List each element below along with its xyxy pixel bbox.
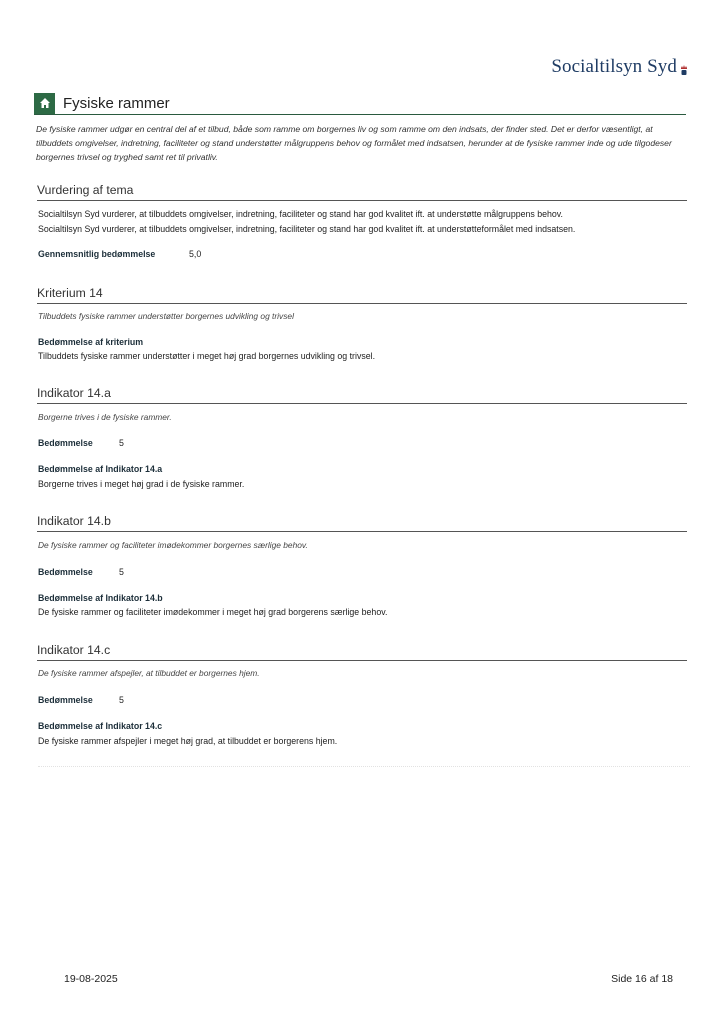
indicator-a-score: 5 xyxy=(119,438,124,448)
indicator-c-subtitle: De fysiske rammer afspejler, at tilbuddet er borgernes hjem. xyxy=(38,668,260,678)
vurdering-line-1: Socialtilsyn Syd vurderer, at tilbuddets omgivelser, indretning, faciliteter og stand har god kvalitet ift. at understøtte målgruppens behov. xyxy=(38,209,563,219)
avg-score-value: 5,0 xyxy=(189,249,202,259)
logo xyxy=(551,56,688,78)
home-icon xyxy=(34,93,55,114)
avg-score-label: Gennemsnitlig bedømmelse xyxy=(38,249,156,259)
indicator-c-assess-text: De fysiske rammer afspejler i meget høj grad, at tilbuddet er borgerens hjem. xyxy=(38,736,338,746)
kriterium-subtitle: Tilbuddets fysiske rammer understøtter borgernes udvikling og trivsel xyxy=(38,311,294,321)
indicator-a-subtitle: Borgerne trives i de fysiske rammer. xyxy=(38,412,172,422)
section-header xyxy=(34,92,686,115)
kriterium-heading: Kriterium 14 xyxy=(37,286,687,304)
crown-icon xyxy=(680,64,688,76)
indicator-a-heading: Indikator 14.a xyxy=(37,386,687,404)
indicator-b-subtitle: De fysiske rammer og faciliteter imødekommer borgernes særlige behov. xyxy=(38,540,308,550)
footer-date: 19-08-2025 xyxy=(64,973,118,985)
indicator-a-assess-text: Borgerne trives i meget høj grad i de fysiske rammer. xyxy=(38,479,245,489)
indicator-c-score: 5 xyxy=(119,695,124,705)
vurdering-line-2: Socialtilsyn Syd vurderer, at tilbuddets omgivelser, indretning, faciliteter og stand har god kvalitet ift. at understøtteformålet med indsatsen. xyxy=(38,224,576,234)
content-end-divider xyxy=(38,766,690,767)
indicator-a-assess-label: Bedømmelse af Indikator 14.a xyxy=(38,464,163,474)
logo-text: Socialtilsyn Syd xyxy=(551,56,677,77)
footer-page-number: Side 16 af 18 xyxy=(611,973,673,985)
indicator-c-heading: Indikator 14.c xyxy=(37,643,687,661)
indicator-b-assess-text: De fysiske rammer og faciliteter imødekommer i meget høj grad borgerens særlige behov. xyxy=(38,607,388,617)
vurdering-heading: Vurdering af tema xyxy=(37,183,687,201)
intro-text: De fysiske rammer udgør en central del af et tilbud, både som ramme om borgernes liv og som ramme om den indsats, der finder sted. Det er derfor væsentligt, at tilbuddets omgivelser, indretning, faciliteter og stand understøtter målgruppens behov og formålet med indsatsen, herunder at de fysiske rammer inde og ude tilgodeser borgernes trivsel og tryghed samt ret til privatliv. xyxy=(36,124,672,163)
indicator-b-heading: Indikator 14.b xyxy=(37,514,687,532)
indicator-c-assess-label: Bedømmelse af Indikator 14.c xyxy=(38,721,163,731)
kriterium-assess-text: Tilbuddets fysiske rammer understøtter i meget høj grad borgernes udvikling og trivsel. xyxy=(38,351,376,361)
indicator-c-score-label: Bedømmelse xyxy=(38,695,93,705)
indicator-b-score-label: Bedømmelse xyxy=(38,567,93,577)
indicator-b-score: 5 xyxy=(119,567,124,577)
kriterium-assess-label: Bedømmelse af kriterium xyxy=(38,337,144,347)
indicator-b-assess-label: Bedømmelse af Indikator 14.b xyxy=(38,593,163,603)
section-title: Fysiske rammer xyxy=(63,94,170,112)
indicator-a-score-label: Bedømmelse xyxy=(38,438,93,448)
